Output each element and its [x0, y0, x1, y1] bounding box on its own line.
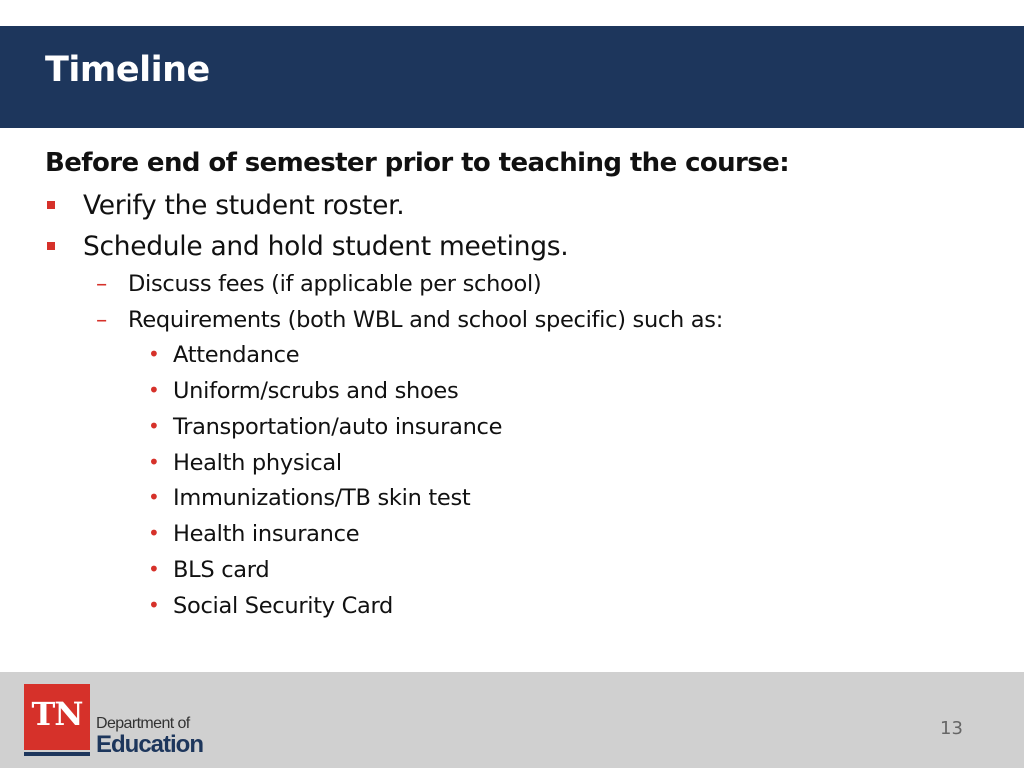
dot-bullet-icon: • — [148, 414, 160, 438]
sub-sub-bullet-text: Transportation/auto insurance — [173, 414, 503, 440]
logo-department-text: Department of — [96, 715, 190, 732]
section-heading: Before end of semester prior to teaching the course: — [45, 148, 789, 178]
logo-education-text: Education — [96, 731, 204, 758]
dot-bullet-icon: • — [148, 378, 160, 402]
logo-underline — [24, 752, 90, 756]
page-number: 13 — [940, 718, 963, 739]
dash-bullet-icon: – — [96, 271, 107, 297]
sub-sub-bullet-text: Social Security Card — [173, 593, 394, 619]
bullet-text: Verify the student roster. — [83, 190, 405, 221]
square-bullet-icon — [47, 242, 55, 250]
tn-logo — [24, 684, 90, 750]
bullet-text: Schedule and hold student meetings. — [83, 231, 569, 262]
dot-bullet-icon: • — [148, 521, 160, 545]
sub-sub-bullet-text: Attendance — [173, 342, 300, 368]
sub-sub-bullet-text: BLS card — [173, 557, 270, 583]
sub-sub-bullet-text: Immunizations/TB skin test — [173, 485, 471, 511]
dot-bullet-icon: • — [148, 557, 160, 581]
sub-sub-bullet-text: Health physical — [173, 450, 342, 476]
sub-sub-bullet-text: Uniform/scrubs and shoes — [173, 378, 459, 404]
dot-bullet-icon: • — [148, 485, 160, 509]
dot-bullet-icon: • — [148, 593, 160, 617]
sub-bullet-text: Discuss fees (if applicable per school) — [128, 271, 542, 297]
slide-title: Timeline — [45, 50, 210, 90]
sub-bullet-text: Requirements (both WBL and school specific) such as: — [128, 307, 723, 333]
logo-mark: TN — [31, 695, 83, 733]
dot-bullet-icon: • — [148, 450, 160, 474]
dot-bullet-icon: • — [148, 342, 160, 366]
dash-bullet-icon: – — [96, 307, 107, 333]
square-bullet-icon — [47, 201, 55, 209]
sub-sub-bullet-text: Health insurance — [173, 521, 360, 547]
